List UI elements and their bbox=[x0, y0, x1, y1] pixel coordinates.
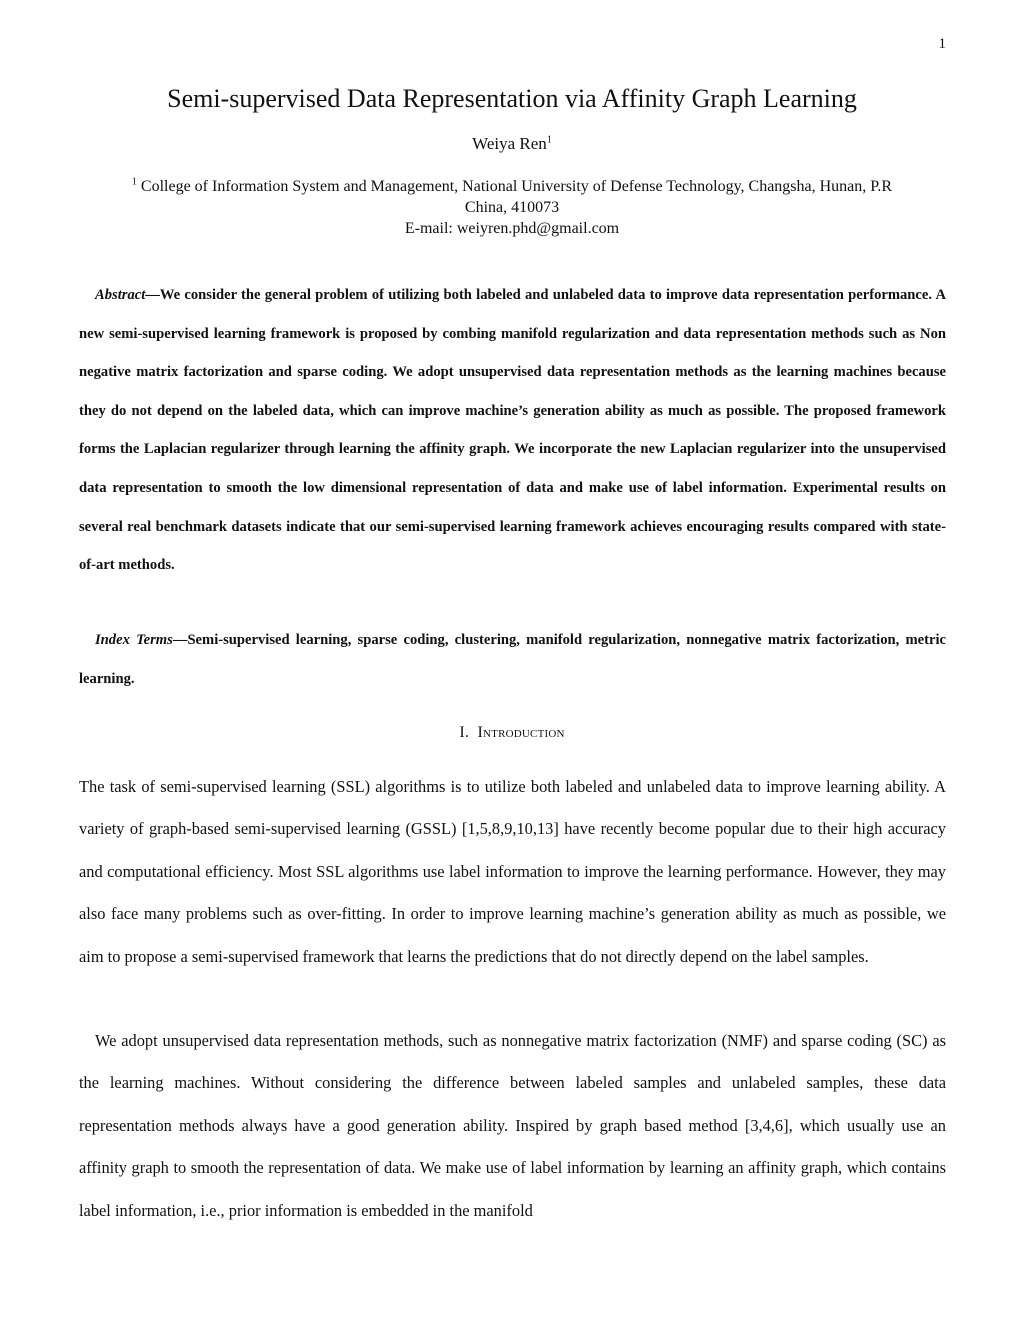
index-terms bbox=[79, 621, 946, 698]
section-number: I. bbox=[459, 724, 470, 741]
index-terms-text: —Semi-supervised learning, sparse coding, clustering, manifold regularization, nonnegative matrix factorization, metric learning. bbox=[79, 632, 946, 687]
author-email: E-mail: weiyren.phd@gmail.com bbox=[404, 220, 620, 237]
affiliation-line-2: China, 410073 bbox=[464, 199, 560, 216]
affiliation-mark: 1 bbox=[131, 176, 137, 188]
abstract-label: Abstract bbox=[95, 287, 146, 303]
author-affiliation-mark: 1 bbox=[546, 134, 552, 146]
index-terms-label: Index Terms bbox=[95, 632, 173, 648]
author-line bbox=[0, 134, 1024, 154]
page-number: 1 bbox=[938, 36, 946, 52]
affiliation-line bbox=[78, 176, 946, 197]
affiliation-block bbox=[78, 176, 946, 239]
section-title: Introduction bbox=[477, 724, 565, 741]
introduction-paragraph-1: The task of semi-supervised learning (SSL) algorithms is to utilize both labeled and unlabeled data to improve learning ability. A variety of graph-based semi-supervised learning (GSSL) [1,5,8,9,10,13] have recently become popular due to their high accuracy and computational efficiency. Most SSL algorithms use label information to improve the learning performance. However, they may also face many problems such as over-fitting. In order to improve learning machine’s generation ability as much as possible, we aim to propose a semi-supervised framework that learns the predictions that do not directly depend on the label samples. bbox=[79, 777, 946, 966]
paper-title: Semi-supervised Data Representation via Affinity Graph Learning bbox=[167, 84, 857, 113]
author-name: Weiya Ren bbox=[472, 134, 547, 153]
introduction-paragraph-2: We adopt unsupervised data representation methods, such as nonnegative matrix factorization (NMF) and sparse coding (SC) as the learning machines. Without considering the difference between labeled samples and unlabeled samples, these data representation methods always have a good generation ability. Inspired by graph based method [3,4,6], which usually use an affinity graph to smooth the representation of data. We make use of label information by learning an affinity graph, which contains label information, i.e., prior information is embedded in the manifold bbox=[79, 1031, 946, 1220]
abstract bbox=[79, 276, 946, 585]
affiliation-text: College of Information System and Management, National University of Defense Technology, Changsha, Hunan, P.R bbox=[140, 178, 893, 195]
abstract-text: —We consider the general problem of utilizing both labeled and unlabeled data to improve data representation performance. A new semi-supervised learning framework is proposed by combing manifold regularization and data representation methods such as Non negative matrix factorization and sparse coding. We adopt unsupervised data representation methods as the learning machines because they do not depend on the labeled data, which can improve machine’s generation ability as much as possible. The proposed framework forms the Laplacian regularizer through learning the affinity graph. We incorporate the new Laplacian regularizer into the unsupervised data representation to smooth the low dimensional representation of data and make use of label information. Experimental results on several real benchmark datasets indicate that our semi-supervised learning framework achieves encouraging results compared with state-of-art methods. bbox=[79, 287, 946, 574]
section-heading-introduction bbox=[0, 724, 1024, 742]
